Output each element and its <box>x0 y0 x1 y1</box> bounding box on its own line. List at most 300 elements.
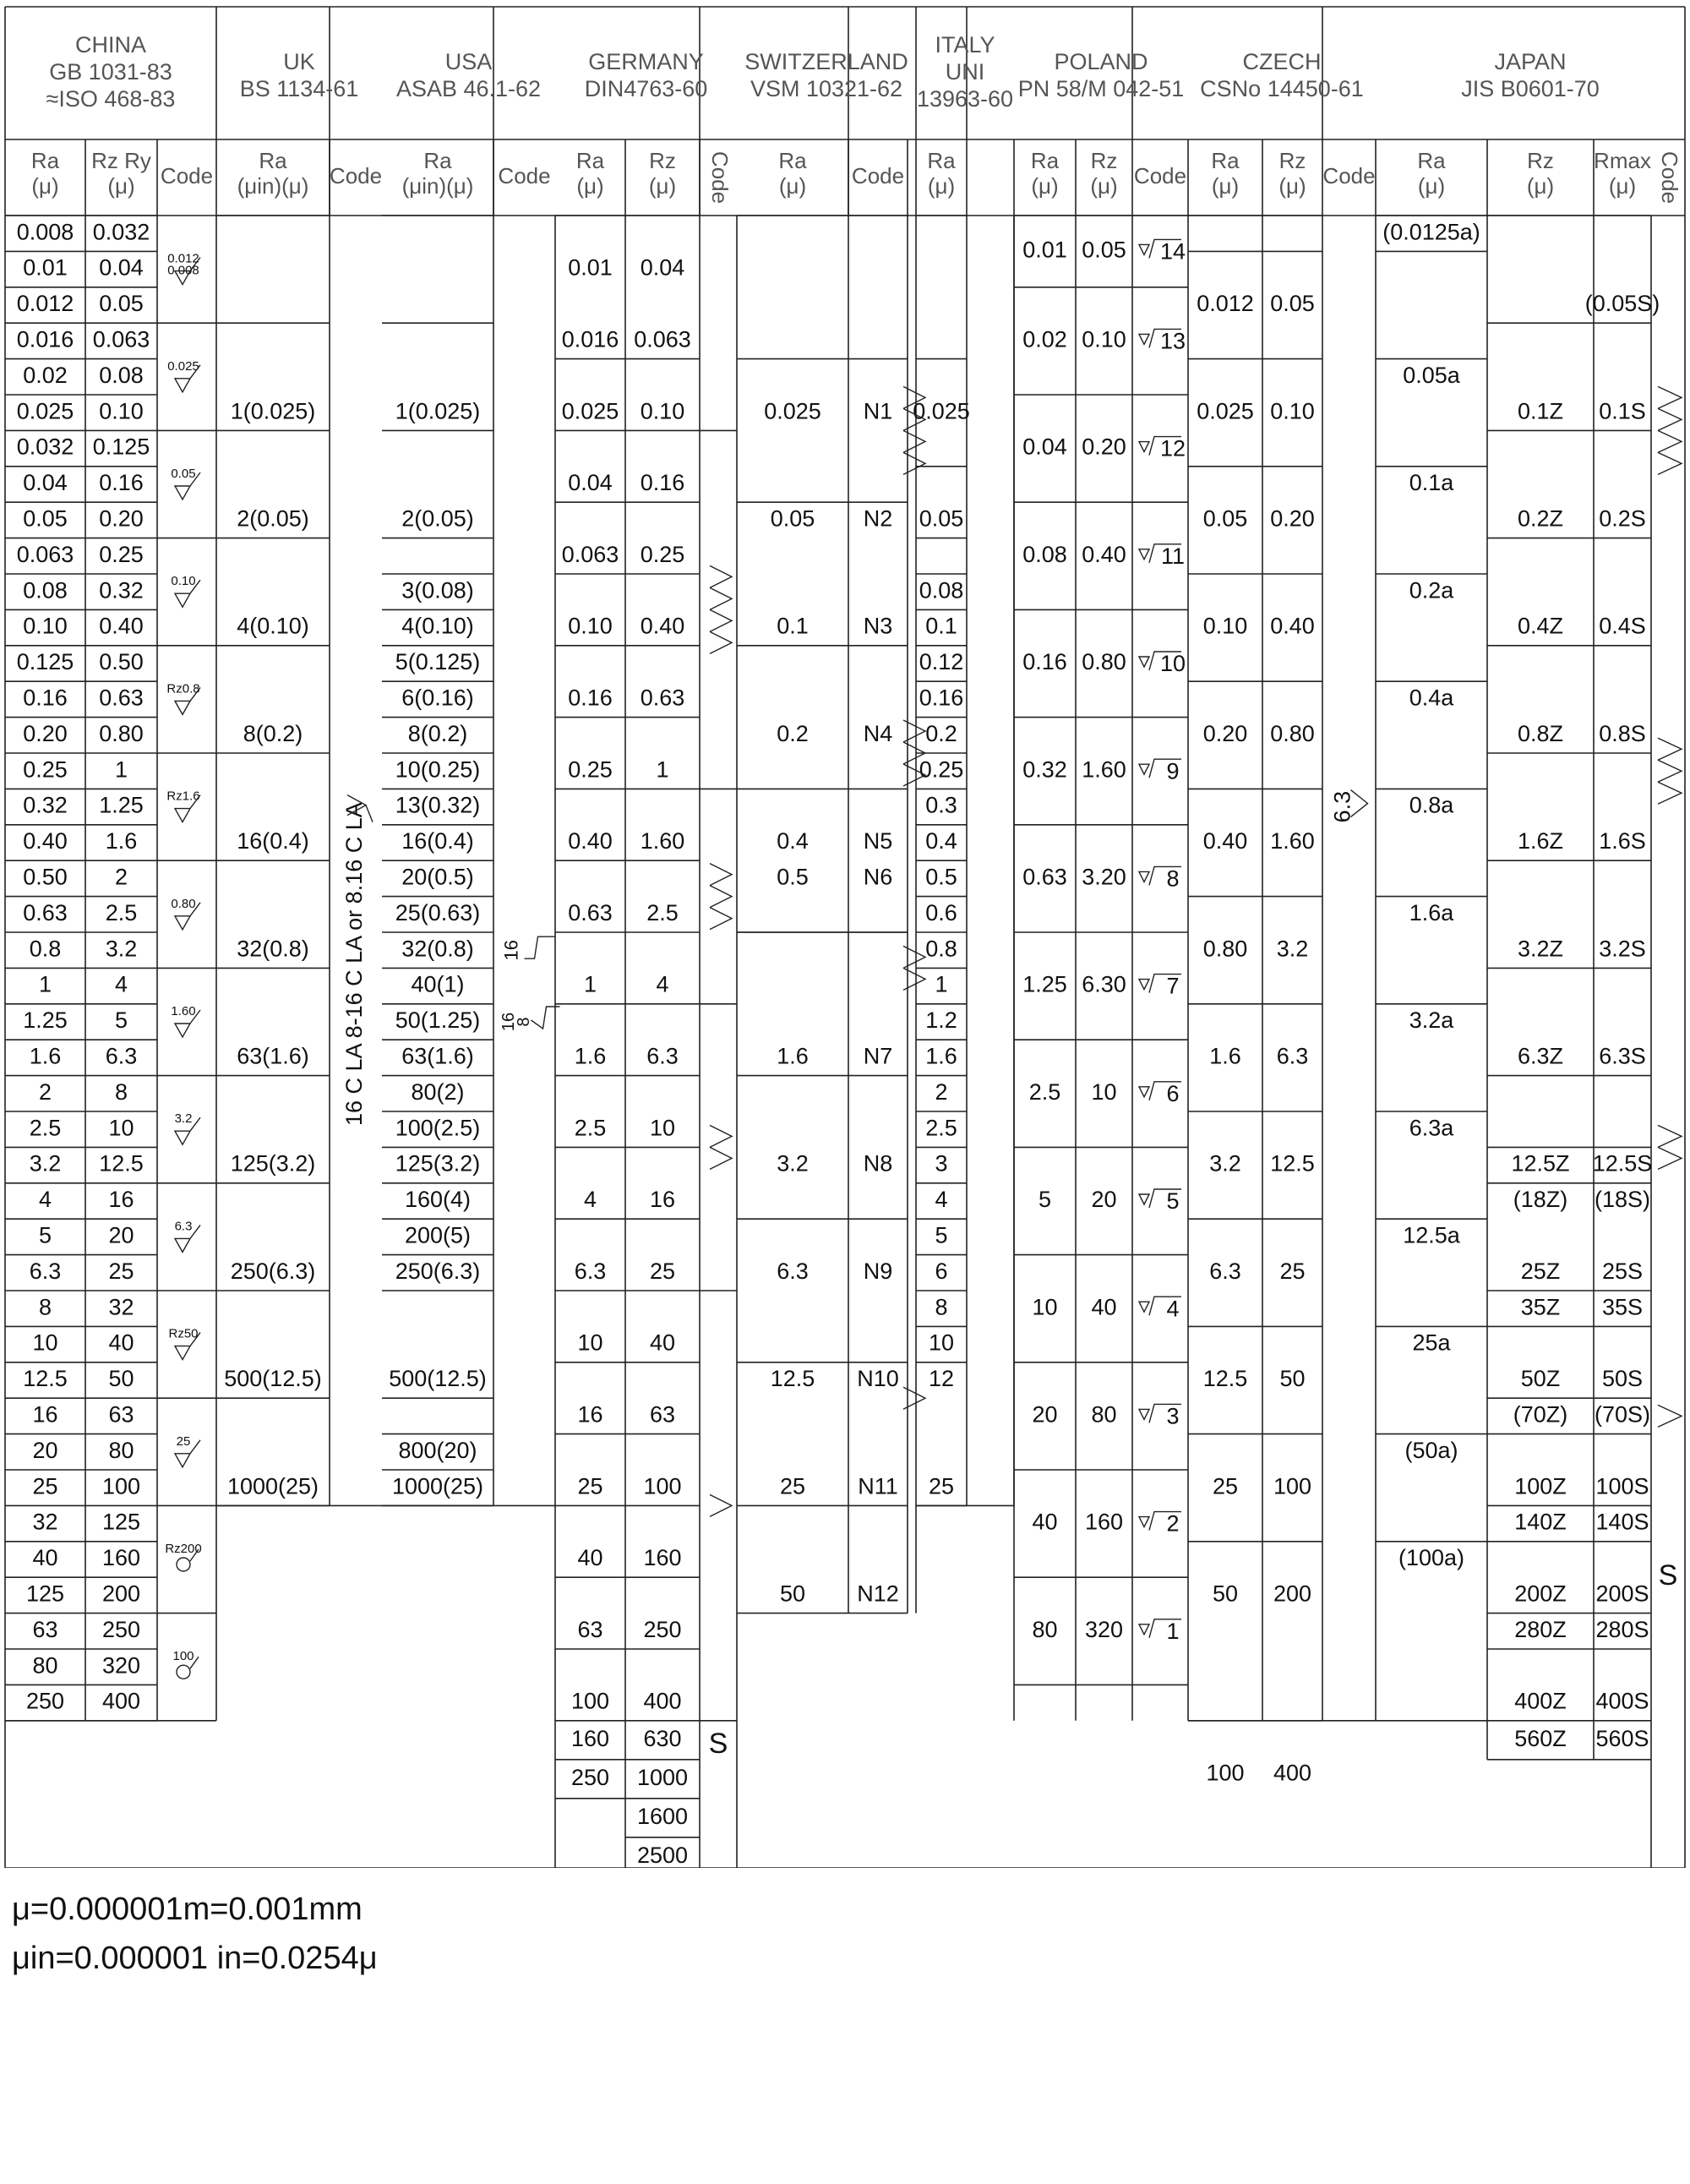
poland-code: 13 <box>1159 328 1186 354</box>
triangle-roughness-icon <box>903 968 925 990</box>
unit-header: Ra <box>30 147 60 173</box>
poland-rz: 160 <box>1084 1509 1124 1535</box>
standard-label: PN 58/M 042-51 <box>1017 76 1185 102</box>
china-code-value: 0.10 <box>171 574 196 589</box>
usa-ra: 125(3.2) <box>395 1150 481 1177</box>
china-rz: 2.5 <box>105 899 138 925</box>
japan-rmax: 100S <box>1595 1473 1649 1499</box>
china-ra: 2 <box>38 1078 52 1105</box>
switzerland-code: N4 <box>863 720 893 746</box>
usa-ra: 800(20) <box>398 1437 477 1463</box>
unit-header: (μ) <box>31 172 59 199</box>
italy-ra: 0.25 <box>919 756 964 783</box>
switzerland-ra: 25 <box>779 1473 806 1499</box>
usa-ra: 2(0.05) <box>401 505 474 532</box>
italy-ra: 6 <box>935 1258 948 1284</box>
germany-rz: 40 <box>649 1330 676 1356</box>
china-ra: 0.04 <box>23 470 68 496</box>
unit-header: Ra <box>575 147 605 173</box>
unit-header: (μ) <box>1526 172 1555 199</box>
japan-rz: 35Z <box>1520 1294 1561 1320</box>
germany-ra: 4 <box>583 1187 597 1213</box>
poland-ra: 0.02 <box>1022 326 1067 352</box>
china-ra: 8 <box>38 1294 52 1320</box>
china-rz: 0.032 <box>92 219 150 245</box>
standard-label: 13963-60 <box>916 86 1014 112</box>
china-rz: 20 <box>108 1222 134 1248</box>
china-ra: 2.5 <box>29 1115 62 1141</box>
china-code-value: 0.008 <box>167 263 199 278</box>
japan-rz: 100Z <box>1514 1473 1567 1499</box>
unit-header: Rmax <box>1594 147 1651 173</box>
italy-ra: 2 <box>935 1078 948 1105</box>
usa-ra: 1000(25) <box>391 1473 484 1499</box>
china-rz: 6.3 <box>105 1043 138 1069</box>
poland-code: 7 <box>1166 973 1180 999</box>
china-ra: 0.08 <box>23 577 68 603</box>
china-rz: 160 <box>101 1545 141 1571</box>
uk-ra: 500(12.5) <box>224 1366 322 1392</box>
japan-rmax: 560S <box>1595 1725 1649 1751</box>
china-ra: 5 <box>38 1222 52 1248</box>
uk-ra: 32(0.8) <box>237 936 309 962</box>
japan-rmax: (70S) <box>1594 1401 1651 1428</box>
china-rz: 0.40 <box>99 613 144 639</box>
japan-code-s: S <box>1658 1559 1678 1592</box>
japan-rmax: 140S <box>1595 1509 1649 1535</box>
standard-label: ASAB 46.1-62 <box>395 76 542 102</box>
china-rz: 0.125 <box>92 434 150 460</box>
usa-ra: 5(0.125) <box>395 649 481 675</box>
poland-code: 2 <box>1166 1510 1180 1537</box>
italy-ra: 0.025 <box>913 398 970 424</box>
switzerland-ra: 50 <box>779 1581 806 1607</box>
triangle-roughness-icon <box>710 1125 732 1147</box>
germany-ra: 2.5 <box>574 1115 607 1141</box>
code-header: Code <box>498 162 551 188</box>
poland-code: 12 <box>1159 435 1186 461</box>
china-rz: 50 <box>108 1366 134 1392</box>
china-code-value: 0.025 <box>167 358 199 374</box>
czech-ra: 50 <box>1212 1581 1239 1607</box>
italy-ra: 0.05 <box>919 505 964 532</box>
germany-ra: 0.04 <box>568 470 613 496</box>
unit-header: (μ) <box>1417 172 1446 199</box>
china-ra: 3.2 <box>29 1150 62 1177</box>
czech-rz: 25 <box>1279 1258 1306 1284</box>
japan-rmax: 0.2S <box>1599 505 1646 532</box>
triangle-roughness-icon <box>1658 452 1682 474</box>
code-header: Code <box>851 162 905 188</box>
japan-rmax: 280S <box>1595 1616 1649 1642</box>
germany-ra: 0.63 <box>568 899 613 925</box>
china-rz: 40 <box>108 1330 134 1356</box>
unit-header: (μ) <box>648 172 677 199</box>
unit-header: (μ) <box>1278 172 1306 199</box>
japan-ra: 6.3a <box>1409 1115 1454 1141</box>
unit-header: (μ) <box>1211 172 1240 199</box>
triangle-roughness-icon <box>710 908 732 930</box>
japan-rmax: 3.2S <box>1599 936 1646 962</box>
japan-rz: 50Z <box>1520 1366 1561 1392</box>
germany-ra: 0.25 <box>568 756 613 783</box>
italy-ra: 1 <box>935 971 948 997</box>
japan-rz: 3.2Z <box>1517 936 1564 962</box>
switzerland-code: N7 <box>863 1043 893 1069</box>
china-rz: 0.50 <box>99 649 144 675</box>
code-header: Code <box>160 162 214 188</box>
italy-ra: 0.6 <box>925 899 957 925</box>
country-japan: JAPAN <box>1494 49 1567 75</box>
china-ra: 10 <box>32 1330 58 1356</box>
china-rz: 16 <box>108 1187 134 1213</box>
china-ra: 0.40 <box>23 828 68 854</box>
japan-rz: (18Z) <box>1513 1187 1568 1213</box>
unit-header: (μ) <box>1090 172 1118 199</box>
poland-ra: 2.5 <box>1028 1078 1061 1105</box>
china-rz: 0.32 <box>99 577 144 603</box>
unit-header: (μ) <box>576 172 604 199</box>
usa-code-label: 8 <box>514 1017 533 1027</box>
germany-ra: 40 <box>577 1545 603 1571</box>
poland-ra: 0.08 <box>1022 541 1067 567</box>
china-rz: 100 <box>101 1473 141 1499</box>
germany-ra: 0.40 <box>568 828 613 854</box>
germany-ra: 0.01 <box>568 254 613 281</box>
china-ra: 32 <box>32 1509 58 1535</box>
china-ra: 0.02 <box>23 362 68 388</box>
usa-ra: 25(0.63) <box>395 899 481 925</box>
china-ra: 250 <box>25 1688 65 1714</box>
italy-ra: 2.5 <box>925 1115 957 1141</box>
unit-header: Rz <box>1278 147 1306 173</box>
italy-ra: 3 <box>935 1150 948 1177</box>
germany-rz: 0.04 <box>640 254 685 281</box>
china-rz: 0.63 <box>99 685 144 711</box>
china-ra: 0.63 <box>23 899 68 925</box>
japan-ra: 25a <box>1412 1330 1451 1356</box>
standard-label: CSNo 14450-61 <box>1200 76 1364 102</box>
china-code-value: Rz50 <box>168 1326 199 1341</box>
china-rz: 0.20 <box>99 505 144 532</box>
germany-ra: 0.10 <box>568 613 613 639</box>
japan-rz: 200Z <box>1514 1581 1567 1607</box>
japan-rmax: 35S <box>1601 1294 1644 1320</box>
czech-ra: 12.5 <box>1202 1366 1248 1392</box>
usa-ra: 10(0.25) <box>395 756 481 783</box>
china-rz: 5 <box>114 1007 128 1034</box>
china-rz: 1.25 <box>99 792 144 818</box>
standard-label: BS 1134-61 <box>239 76 359 102</box>
china-rz: 80 <box>108 1437 134 1463</box>
unit-notes <box>12 1885 378 1983</box>
japan-rmax: 0.4S <box>1599 613 1646 639</box>
triangle-roughness-icon <box>710 587 732 609</box>
country-switzerland: SWITZERLAND <box>744 49 908 75</box>
switzerland-code: N8 <box>863 1150 893 1177</box>
czech-ra: 0.10 <box>1202 613 1248 639</box>
usa-ra: 6(0.16) <box>401 685 474 711</box>
poland-code: 4 <box>1166 1296 1180 1322</box>
germany-rz: 160 <box>643 1545 682 1571</box>
china-code-value: 25 <box>176 1433 191 1449</box>
czech-rz: 12.5 <box>1270 1150 1315 1177</box>
czech-rz: 0.05 <box>1270 291 1315 317</box>
poland-ra: 0.32 <box>1022 756 1067 783</box>
code-header: Code <box>1657 150 1683 205</box>
unit-header: Ra <box>259 147 287 173</box>
china-code-value: Rz1.6 <box>166 789 200 804</box>
switzerland-ra: 0.5 <box>777 864 809 890</box>
usa-ra: 4(0.10) <box>401 613 474 639</box>
germany-rz: 63 <box>649 1401 676 1428</box>
usa-ra: 63(1.6) <box>401 1043 474 1069</box>
china-rz: 0.10 <box>99 398 144 424</box>
germany-rz: 6.3 <box>646 1043 679 1069</box>
japan-rz: 280Z <box>1514 1616 1567 1642</box>
china-ra: 0.05 <box>23 505 68 532</box>
czech-ra: 0.20 <box>1202 720 1248 746</box>
standard-label: ≈ISO 468-83 <box>46 86 176 112</box>
china-ra: 0.8 <box>29 936 62 962</box>
switzerland-code: N5 <box>863 828 893 854</box>
japan-rz: 25Z <box>1520 1258 1561 1284</box>
italy-ra: 1.2 <box>925 1007 957 1034</box>
standard-label: GB 1031-83 <box>49 59 172 85</box>
poland-rz: 0.40 <box>1082 541 1126 567</box>
usa-ra: 32(0.8) <box>401 936 474 962</box>
italy-ra: 4 <box>935 1187 948 1213</box>
italy-ra: 0.4 <box>925 828 957 854</box>
italy-ra: 0.16 <box>919 685 964 711</box>
poland-rz: 320 <box>1084 1616 1124 1642</box>
china-ra: 16 <box>32 1401 58 1428</box>
china-ra: 125 <box>25 1581 65 1607</box>
japan-rz: 0.8Z <box>1517 720 1564 746</box>
china-rz: 10 <box>108 1115 134 1141</box>
triangle-roughness-icon <box>903 430 925 452</box>
germany-ra: 63 <box>577 1616 603 1642</box>
japan-rmax: 200S <box>1595 1581 1649 1607</box>
germany-ra: 0.063 <box>561 541 619 567</box>
code-header: Code <box>1133 162 1187 188</box>
poland-rz: 1.60 <box>1082 756 1126 783</box>
czech-rz: 3.2 <box>1276 936 1309 962</box>
triangle-roughness-icon <box>710 609 732 631</box>
czech-rz: 1.60 <box>1270 828 1315 854</box>
triangle-roughness-icon <box>1658 1405 1682 1427</box>
usa-ra: 20(0.5) <box>401 864 474 890</box>
germany-rz: 2500 <box>636 1842 689 1868</box>
china-code-value: Rz0.8 <box>166 681 200 696</box>
china-code-value: 0.05 <box>171 466 196 481</box>
china-rz: 2 <box>114 864 128 890</box>
germany-rz: 10 <box>649 1115 676 1141</box>
japan-rz: 12.5Z <box>1511 1150 1570 1177</box>
unit-header: Rz <box>1090 147 1118 173</box>
japan-ra: (100a) <box>1398 1545 1465 1571</box>
triangle-roughness-icon <box>1658 1125 1682 1147</box>
china-ra: 0.10 <box>23 613 68 639</box>
poland-code: 1 <box>1166 1618 1180 1644</box>
china-ra: 63 <box>32 1616 58 1642</box>
poland-rz: 80 <box>1091 1401 1117 1428</box>
poland-code: 14 <box>1159 238 1186 265</box>
czech-rz: 200 <box>1273 1581 1312 1607</box>
china-ra: 1.25 <box>23 1007 68 1034</box>
code-header: Code <box>1322 162 1376 188</box>
germany-ra: 6.3 <box>574 1258 607 1284</box>
china-ra: 80 <box>32 1652 58 1679</box>
poland-rz: 20 <box>1091 1187 1117 1213</box>
japan-rmax: 12.5S <box>1592 1150 1653 1177</box>
triangle-roughness-icon <box>710 886 732 908</box>
japan-rmax: 0.8S <box>1599 720 1646 746</box>
czech-rz: 0.80 <box>1270 720 1315 746</box>
china-code-value: 0.012 <box>167 251 199 266</box>
usa-ra: 250(6.3) <box>395 1258 481 1284</box>
italy-ra: 0.2 <box>925 720 957 746</box>
uk-ra: 1(0.025) <box>230 398 316 424</box>
poland-rz: 0.10 <box>1082 326 1126 352</box>
switzerland-ra: 0.2 <box>777 720 809 746</box>
germany-rz: 250 <box>643 1616 682 1642</box>
czech-ra: 3.2 <box>1209 1150 1241 1177</box>
poland-rz: 10 <box>1091 1078 1117 1105</box>
japan-ra: 0.8a <box>1409 792 1454 818</box>
germany-rz: 0.063 <box>634 326 691 352</box>
country-china: CHINA <box>74 32 147 58</box>
japan-ra: 0.1a <box>1409 470 1454 496</box>
china-ra: 0.50 <box>23 864 68 890</box>
country-italy: ITALY <box>935 32 995 58</box>
standard-label: UNI <box>945 59 985 85</box>
china-rz: 1.6 <box>105 828 138 854</box>
poland-rz: 3.20 <box>1082 864 1126 890</box>
triangle-roughness-icon <box>903 946 925 968</box>
italy-ra: 0.1 <box>925 613 957 639</box>
germany-ra: 0.025 <box>561 398 619 424</box>
poland-code: 3 <box>1166 1403 1180 1429</box>
triangle-roughness-icon <box>903 720 925 742</box>
china-ra: 4 <box>38 1187 52 1213</box>
china-rz: 400 <box>101 1688 141 1714</box>
switzerland-ra: 6.3 <box>777 1258 809 1284</box>
china-ra: 12.5 <box>23 1366 68 1392</box>
standard-label: JIS B0601-70 <box>1461 76 1600 102</box>
uk-ra: 63(1.6) <box>237 1043 309 1069</box>
japan-rz: (70Z) <box>1513 1401 1568 1428</box>
poland-ra: 5 <box>1038 1187 1052 1213</box>
germany-ra: 16 <box>577 1401 603 1428</box>
china-ra: 40 <box>32 1545 58 1571</box>
germany-rz: 630 <box>643 1725 682 1751</box>
czech-ra: 0.05 <box>1202 505 1248 532</box>
germany-rz: 1000 <box>636 1764 689 1790</box>
china-rz: 0.063 <box>92 326 150 352</box>
switzerland-code: N6 <box>863 864 893 890</box>
japan-rz: 6.3Z <box>1517 1043 1564 1069</box>
czech-ra: 25 <box>1212 1473 1239 1499</box>
japan-ra: 0.2a <box>1409 577 1454 603</box>
japan-rmax: 0.1S <box>1599 398 1646 424</box>
germany-ra: 0.016 <box>561 326 619 352</box>
poland-ra: 0.01 <box>1022 237 1067 263</box>
uk-ra: 4(0.10) <box>237 613 309 639</box>
germany-rz: 0.10 <box>640 398 685 424</box>
china-ra: 0.025 <box>16 398 74 424</box>
china-rz: 25 <box>108 1258 134 1284</box>
china-ra: 0.25 <box>23 756 68 783</box>
china-rz: 3.2 <box>105 936 138 962</box>
japan-rmax: (18S) <box>1594 1187 1651 1213</box>
country-germany: GERMANY <box>588 49 704 75</box>
china-rz: 0.16 <box>99 470 144 496</box>
china-code-value: 0.80 <box>171 896 196 911</box>
uk-ra: 8(0.2) <box>243 720 303 746</box>
germany-rz: 400 <box>643 1688 682 1714</box>
china-ra: 0.01 <box>23 254 68 281</box>
japan-rmax: 1.6S <box>1599 828 1646 854</box>
germany-rz: 2.5 <box>646 899 679 925</box>
usa-ra: 3(0.08) <box>401 577 474 603</box>
germany-rz: 16 <box>649 1187 676 1213</box>
unit-header: Ra <box>778 147 807 173</box>
poland-rz: 0.80 <box>1082 649 1126 675</box>
germany-rz: 4 <box>656 971 669 997</box>
uk-ra: 1000(25) <box>226 1473 319 1499</box>
uk-ra: 16(0.4) <box>237 828 309 854</box>
germany-rz: 100 <box>643 1473 682 1499</box>
poland-rz: 0.20 <box>1082 434 1126 460</box>
china-ra: 0.16 <box>23 685 68 711</box>
italy-ra: 10 <box>928 1330 955 1356</box>
germany-rz: 0.16 <box>640 470 685 496</box>
china-ra: 1 <box>38 971 52 997</box>
china-rz: 200 <box>101 1581 141 1607</box>
triangle-roughness-icon <box>1658 430 1682 452</box>
china-rz: 0.80 <box>99 720 144 746</box>
japan-rz: 0.4Z <box>1517 613 1564 639</box>
china-rz: 32 <box>108 1294 134 1320</box>
usa-code-label: 16 <box>500 939 522 961</box>
czech-rz: 6.3 <box>1276 1043 1309 1069</box>
poland-code: 10 <box>1159 651 1186 677</box>
country-uk: UK <box>283 49 315 75</box>
check-roughness-icon <box>525 936 555 958</box>
germany-rz: 1600 <box>636 1803 689 1829</box>
czech-ra: 6.3 <box>1209 1258 1241 1284</box>
japan-rz: 0.2Z <box>1517 505 1564 532</box>
czech-rz: 0.20 <box>1270 505 1315 532</box>
poland-ra: 20 <box>1032 1401 1058 1428</box>
japan-ra: 1.6a <box>1409 899 1454 925</box>
china-code-value: 1.60 <box>171 1003 196 1018</box>
note-micron: μ=0.000001m=0.001mm <box>12 1892 363 1927</box>
poland-code: 11 <box>1160 543 1186 569</box>
germany-code-s: S <box>708 1727 728 1760</box>
switzerland-ra: 0.05 <box>770 505 815 532</box>
table-header <box>31 32 1682 204</box>
japan-rz: 0.1Z <box>1517 398 1564 424</box>
japan-ra: (0.0125a) <box>1382 219 1480 245</box>
poland-ra: 80 <box>1032 1616 1058 1642</box>
czech-rz: 100 <box>1273 1473 1312 1499</box>
triangle-roughness-icon <box>1658 738 1682 760</box>
switzerland-ra: 0.4 <box>777 828 809 854</box>
italy-ra: 5 <box>935 1222 948 1248</box>
japan-ra: 0.4a <box>1409 685 1454 711</box>
